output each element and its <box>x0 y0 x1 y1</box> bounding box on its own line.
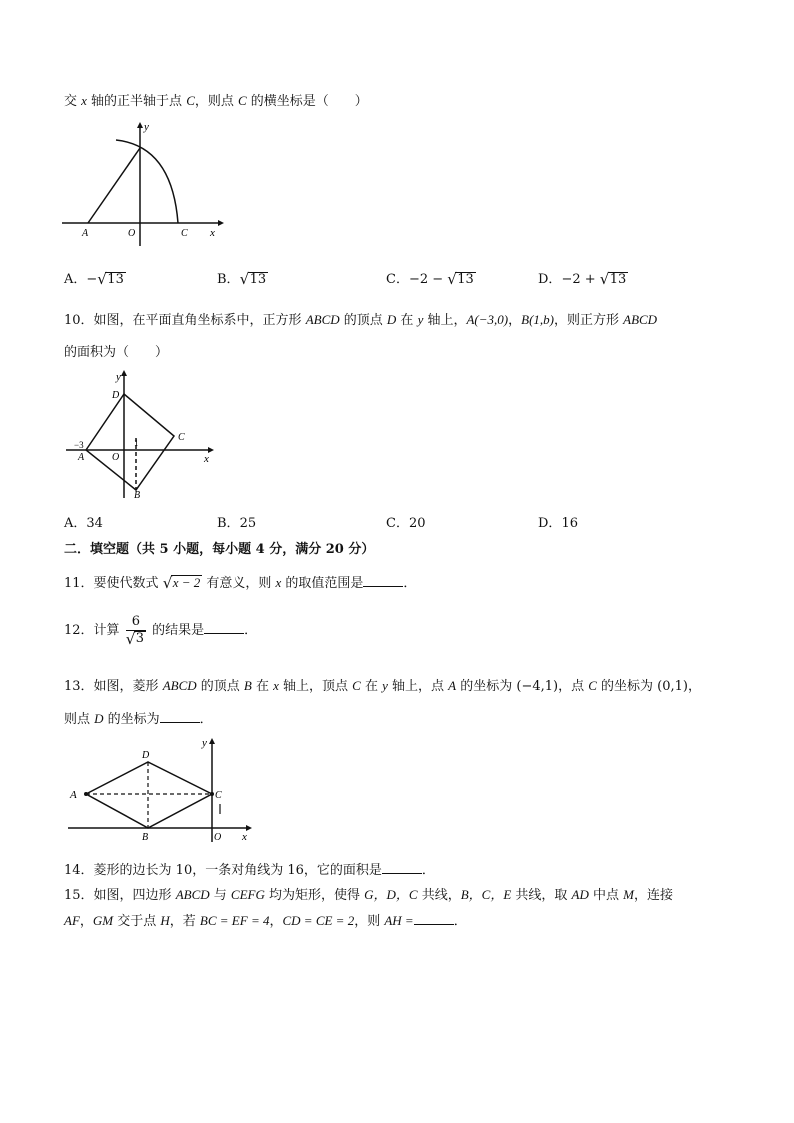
text: ， <box>79 914 93 929</box>
question-number: 13． <box>64 679 94 694</box>
label-O: O <box>112 452 120 463</box>
answer-blank[interactable] <box>204 621 244 634</box>
coord-C: (0,1) <box>657 679 688 694</box>
text: 在 <box>396 313 418 328</box>
label-A: A <box>82 228 89 239</box>
answer-blank[interactable] <box>382 861 422 874</box>
text: 与 <box>209 888 231 903</box>
text: ． <box>453 914 467 929</box>
text: 14．菱形的边长为 10，一条对角线为 16，它的面积是 <box>64 863 382 878</box>
label-neg3: −3 <box>74 440 84 450</box>
q15-stem-line2 <box>64 912 467 931</box>
text: 要使代数式 <box>93 576 163 591</box>
text: 共线，取 <box>511 888 572 903</box>
text: 的坐标为 <box>456 679 517 694</box>
q13-stem <box>64 677 701 696</box>
section-heading <box>64 541 374 559</box>
text: ，若 <box>169 914 200 929</box>
label-O: O <box>214 832 222 843</box>
question-number: 12． <box>64 623 94 638</box>
var-B: B <box>243 678 252 693</box>
var-y: y <box>417 312 424 327</box>
radicand: x − 2 <box>172 575 201 590</box>
radicand: 13 <box>457 272 474 287</box>
text: ，则正方形 <box>553 313 624 328</box>
var-C: C <box>588 678 597 693</box>
option-prefix: −2 − <box>408 272 448 287</box>
text: 的面积为（ ） <box>64 345 169 360</box>
numerator: 6 <box>126 614 146 631</box>
label-C: C <box>181 228 188 239</box>
text: ， <box>269 914 283 929</box>
var-ABCD: ABCD <box>305 312 340 327</box>
label-x: x <box>204 453 209 465</box>
label-D: D <box>112 390 120 401</box>
q13-figure <box>62 734 258 844</box>
text: ， <box>508 313 522 328</box>
var-AF: AF <box>64 913 80 928</box>
point-B: B(1,b) <box>521 312 554 327</box>
text: ． <box>403 576 417 591</box>
radicand: 13 <box>609 272 627 287</box>
text: 轴上，顶点 <box>278 679 353 694</box>
text: 的顶点 <box>196 679 244 694</box>
sqrt: √ x − 2 <box>162 574 201 592</box>
q12 <box>64 614 257 648</box>
label-y: y <box>116 371 121 383</box>
coord-A: (−4,1) <box>516 679 559 694</box>
label-x: x <box>210 227 215 239</box>
var-C: C <box>186 93 195 108</box>
var-AD: AD <box>571 887 589 902</box>
var-ABCD: ABCD <box>162 678 197 693</box>
q10-stem <box>64 311 657 330</box>
text: 轴上， <box>423 313 467 328</box>
point-A: A(−3,0) <box>466 312 509 327</box>
text: 有意义，则 <box>202 576 276 591</box>
text: 轴的正半轴于点 <box>86 94 187 109</box>
q10-stem-line2 <box>64 344 168 362</box>
text: 计算 <box>93 623 124 638</box>
q9-figure <box>60 118 230 248</box>
equation: BC = EF = 4 <box>199 913 270 928</box>
label-one: 1 <box>134 438 139 448</box>
q14 <box>64 861 435 880</box>
var-ABCD: ABCD <box>175 887 210 902</box>
equation: CD = CE = 2 <box>282 913 355 928</box>
sqrt: √ 13 <box>97 270 124 288</box>
sqrt: √ 13 <box>599 270 627 288</box>
option-letter: D． <box>538 272 562 287</box>
text: 的坐标为 <box>103 712 160 727</box>
answer-blank[interactable] <box>363 574 403 587</box>
text: 如图，在平面直角坐标系中，正方形 <box>93 313 306 328</box>
q9-option-b[interactable] <box>217 271 268 289</box>
text: ，则 <box>354 914 385 929</box>
label-C: C <box>178 432 185 443</box>
q10-option-b[interactable] <box>217 515 256 533</box>
var-AH: AH = <box>384 913 414 928</box>
option-letter: C． <box>386 516 409 531</box>
option-letter: D． <box>538 516 562 531</box>
text: 在 <box>251 679 274 694</box>
q9-option-c[interactable] <box>386 271 476 289</box>
q9-option-a[interactable] <box>64 271 126 289</box>
option-value: 34 <box>86 516 103 531</box>
q9-stem <box>64 92 368 111</box>
text: 共线， <box>417 888 461 903</box>
q10-option-a[interactable] <box>64 515 103 533</box>
label-C: C <box>215 790 222 801</box>
text: ． <box>199 712 213 727</box>
fraction <box>126 614 146 647</box>
label-x: x <box>242 831 247 843</box>
radicand: 13 <box>249 272 267 287</box>
var-D: D <box>94 711 104 726</box>
var-x: x <box>275 575 282 590</box>
var-BCE: B，C，E <box>460 887 512 902</box>
var-C: C <box>238 93 247 108</box>
q10-option-c[interactable] <box>386 515 426 533</box>
var-H: H <box>160 913 170 928</box>
answer-blank[interactable] <box>160 710 200 723</box>
var-GM: GM <box>92 913 114 928</box>
text: 均为矩形，使得 <box>264 888 365 903</box>
text: 如图，四边形 <box>93 888 176 903</box>
text: ． <box>244 623 258 638</box>
option-letter: B． <box>217 516 240 531</box>
option-letter: A． <box>64 516 87 531</box>
option-value: 16 <box>561 516 578 531</box>
q9-option-d[interactable] <box>538 271 628 289</box>
label-y: y <box>202 737 207 749</box>
radicand: 3 <box>135 631 144 646</box>
var-A: A <box>448 678 457 693</box>
text: 则点 <box>64 712 95 727</box>
var-x: x <box>273 678 279 693</box>
label-B: B <box>142 832 149 843</box>
text: 如图，菱形 <box>93 679 163 694</box>
var-x: x <box>81 93 87 108</box>
sqrt: √ 3 <box>125 630 144 648</box>
var-C: C <box>352 678 361 693</box>
text: 的结果是 <box>147 623 205 638</box>
question-number: 11． <box>64 576 94 591</box>
sqrt: √ 13 <box>447 270 474 288</box>
text: 的横坐标是（ ） <box>246 94 368 109</box>
text: 的顶点 <box>339 313 387 328</box>
label-y: y <box>144 121 149 133</box>
text: ． <box>421 863 435 878</box>
text: ，则点 <box>194 94 238 109</box>
option-letter: C． <box>386 272 409 287</box>
q13-stem-line2 <box>64 710 213 729</box>
text: 的取值范围是 <box>281 576 364 591</box>
text: 的坐标为 <box>596 679 658 694</box>
text: 交于点 <box>113 914 161 929</box>
var-GDC: G，D，C <box>364 887 418 902</box>
label-A: A <box>70 789 77 801</box>
q15-stem <box>64 886 673 905</box>
label-B: B <box>134 490 141 500</box>
label-D: D <box>142 750 150 761</box>
q10-figure <box>62 368 222 500</box>
var-CEFG: CEFG <box>230 887 265 902</box>
var-M: M <box>623 887 634 902</box>
text: ，点 <box>558 679 589 694</box>
answer-blank[interactable] <box>414 912 454 925</box>
option-value: 25 <box>239 516 257 531</box>
var-D: D <box>386 312 397 327</box>
option-prefix: − <box>86 272 98 287</box>
text: 交 <box>64 94 82 109</box>
option-letter: B． <box>217 272 240 287</box>
var-y: y <box>382 678 388 693</box>
text: 中点 <box>588 888 624 903</box>
label-O: O <box>128 228 136 239</box>
text: 在 <box>360 679 383 694</box>
text: ，连接 <box>634 888 674 903</box>
text: 轴上，点 <box>387 679 449 694</box>
option-prefix: −2 + <box>561 272 600 287</box>
sqrt: √ 13 <box>239 270 267 288</box>
radicand: 13 <box>107 272 124 287</box>
q11 <box>64 574 416 593</box>
question-number: 15． <box>64 888 94 903</box>
question-number: 10． <box>64 313 94 328</box>
label-A: A <box>78 452 85 463</box>
option-value: 20 <box>408 516 426 531</box>
option-letter: A． <box>64 272 87 287</box>
section-title: 二．填空题（共 5 小题，每小题 4 分，满分 20 分） <box>64 542 375 557</box>
q10-option-d[interactable] <box>538 515 578 533</box>
var-ABCD: ABCD <box>623 312 658 327</box>
text: ， <box>688 679 702 694</box>
